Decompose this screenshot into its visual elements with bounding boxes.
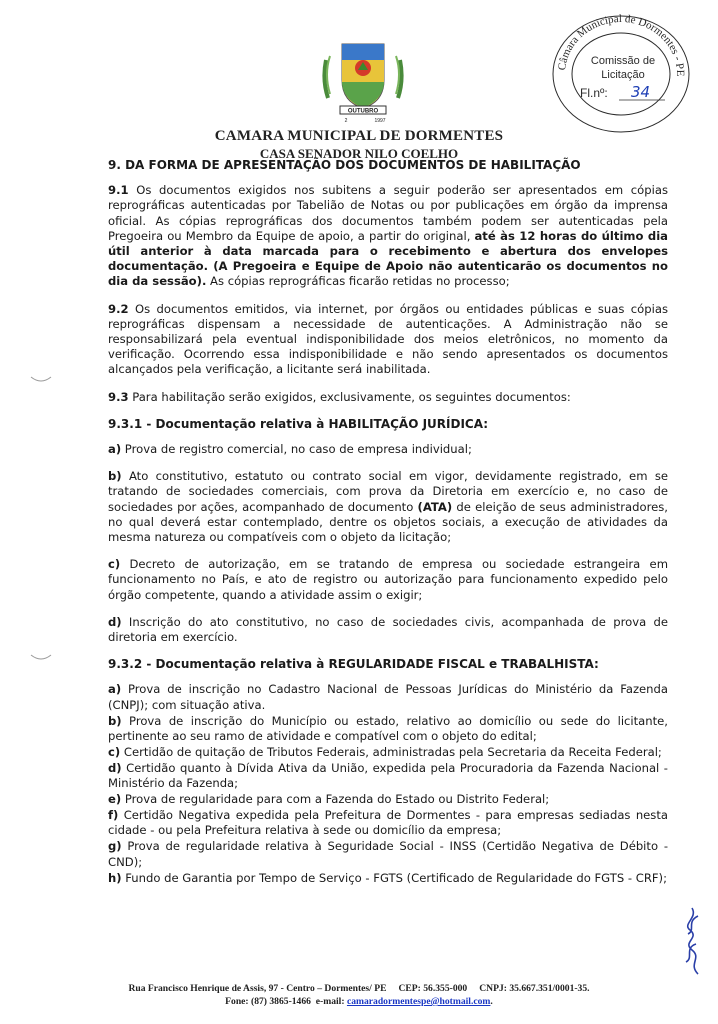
crest-banner-text: OUTUBRO xyxy=(347,108,379,115)
list-item xyxy=(108,682,668,712)
punch-hole-mark xyxy=(30,376,52,384)
crest-year-left: 2 xyxy=(344,118,348,124)
footer-email-label: e-mail: xyxy=(315,996,345,1007)
commission-stamp xyxy=(545,12,695,134)
item-text: Ato constitutivo, estatuto ou contrato social em vigor, devidamente registrado, em se tratando de sociedades comerciais, com prova da Diretoria em exercício e, no caso de sociedades por ações, acompanhado de documento xyxy=(108,469,668,514)
paragraph-9-3 xyxy=(108,390,668,405)
fiscal-list xyxy=(108,682,668,885)
footer-address: Rua Francisco Henrique de Assis, 97 - Centro – Dormentes/ PE xyxy=(128,983,387,994)
footer-phone: Fone: (87) 3865-1466 xyxy=(225,996,311,1007)
footer-address-line xyxy=(0,983,718,994)
item-text: Prova de registro comercial, no caso de empresa individual; xyxy=(121,442,472,457)
item-letter: c) xyxy=(108,744,121,759)
item-letter: a) xyxy=(108,682,122,697)
list-item xyxy=(108,557,668,603)
item-text: Decreto de autorização, em se tratando de empresa ou sociedade estrangeira em funcionamento no País, e ato de registro ou autorização para funcionamento expedido pelo órgão competente, quando a atividade assim o exigir; xyxy=(108,557,668,602)
item-text: Prova de inscrição no Cadastro Nacional de Pessoas Jurídicas do Ministério da Fazenda (CNPJ); com situação ativa. xyxy=(108,682,668,712)
paragraph-number: 9.2 xyxy=(108,301,129,316)
list-item xyxy=(108,839,668,869)
punch-hole-mark xyxy=(30,654,52,662)
item-letter: b) xyxy=(108,713,122,728)
stamp-line-1: Comissão de xyxy=(590,55,656,67)
item-text: Prova de inscrição do Município ou estado, relativo ao domicílio ou sede do licitante, pertinente ao seu ramo de atividade e compatível com o objeto do edital; xyxy=(108,713,668,743)
stamp-ring-text: Câmara Municipal de Dormentes - PE xyxy=(556,12,687,77)
footer-contact-line xyxy=(0,996,718,1007)
item-letter: a) xyxy=(108,442,122,457)
list-item xyxy=(108,745,668,760)
fiscal-title: 9.3.2 - Documentação relativa à REGULARIDADE FISCAL e TRABALHISTA: xyxy=(108,657,599,672)
handwritten-signature xyxy=(668,900,714,978)
paragraph-number: 9.3 xyxy=(108,389,129,404)
crest-year-right: 1997 xyxy=(374,118,386,124)
list-item xyxy=(108,792,668,807)
list-item xyxy=(108,714,668,744)
list-item xyxy=(108,615,668,645)
paragraph-text: Os documentos exigidos nos subitens a seguir poderão ser apresentados em cópias reprográficas autenticadas por Tabelião de Notas ou por publicações em órgão da imprensa oficial. As cópias reprográficas dos documentos também podem ser autenticadas pela Pregoeira ou Membro da Equipe de apoio, a partir do original, xyxy=(108,183,668,243)
footer-cep: CEP: 56.355-000 xyxy=(398,983,468,994)
item-letter: d) xyxy=(108,614,122,629)
item-letter: f) xyxy=(108,808,119,823)
municipal-crest-icon xyxy=(320,40,406,130)
item-text: Prova de regularidade relativa à Seguridade Social - INSS (Certidão Negativa de Débito - CND); xyxy=(108,839,668,869)
paragraph-emphasis: até às 12 horas do último dia útil anterior à data marcada para o recebimento e abertura dos envelopes documentação. (A Pregoeira e Equipe de Apoio não autenticarão os documentos no dia da sessão). xyxy=(108,228,668,289)
item-letter: g) xyxy=(108,839,122,854)
paragraph-number: 9.1 xyxy=(108,183,129,198)
footer-cnpj: CNPJ: 35.667.351/0001-35. xyxy=(479,983,590,994)
item-text: Certidão Negativa expedida pela Prefeitura de Dormentes - para empresas sediadas nesta cidade - ou pela Prefeitura relativa à sede ou domicílio da empresa; xyxy=(108,808,668,838)
stamp-line-2: Licitação xyxy=(601,69,645,81)
item-letter: e) xyxy=(108,792,122,807)
paragraph-text: Para habilitação serão exigidos, exclusivamente, os seguintes documentos: xyxy=(128,389,571,404)
item-text: Inscrição do ato constitutivo, no caso de sociedades civis, acompanhada de prova de diretoria em exercício. xyxy=(108,614,668,645)
item-letter: h) xyxy=(108,870,122,885)
list-item xyxy=(108,469,668,545)
item-letter: d) xyxy=(108,760,122,775)
item-text: Prova de regularidade para com a Fazenda do Estado ou Distrito Federal; xyxy=(121,792,550,807)
item-text: Certidão quanto à Dívida Ativa da União, expedida pela Procuradoria da Fazenda Nacional - Ministério da Fazenda; xyxy=(108,760,668,791)
list-item xyxy=(108,442,668,457)
item-letter: c) xyxy=(108,557,121,572)
list-item xyxy=(108,808,668,838)
document-body xyxy=(108,158,668,887)
item-letter: b) xyxy=(108,469,122,484)
paragraph-text: Os documentos emitidos, via internet, por órgãos ou entidades públicas e suas cópias reprográficas dispensam a necessidade de autenticações. A Administração não se responsabilizará pela eventual indisponibilidade dos meios eletrônicos, no momento da verificação. Ocorrendo essa indisponibilidade e não sendo apresentados os documentos alcançados pela verificação, a licitante será inabilitada. xyxy=(108,301,668,377)
list-item xyxy=(108,871,668,886)
building-name: CASA SENADOR NILO COELHO xyxy=(259,146,459,161)
paragraph-text: As cópias reprográficas ficarão retidas no processo; xyxy=(206,274,510,289)
stamp-folio-number: 34 xyxy=(631,83,651,101)
footer-email-end: . xyxy=(490,996,493,1007)
stamp-folio-label: Fl.nº: xyxy=(580,86,608,100)
paragraph-9-1 xyxy=(108,183,668,289)
section-title: 9. DA FORMA DE APRESENTAÇÃO DOS DOCUMENTOS DE HABILITAÇÃO xyxy=(108,158,581,172)
item-emphasis: (ATA) xyxy=(417,499,453,514)
paragraph-9-2 xyxy=(108,302,668,378)
institution-name: CAMARA MUNICIPAL DE DORMENTES xyxy=(214,128,504,144)
footer-email-link[interactable]: camaradormentespe@hotmail.com xyxy=(346,996,491,1007)
item-text: Fundo de Garantia por Tempo de Serviço - FGTS (Certificado de Regularidade do FGTS - CRF); xyxy=(121,870,667,885)
item-text: de eleição de seus administradores, no qual deverá estar contemplado, dentre os objetos sociais, a execução de atividades da mesma natureza ou compatíveis com o objeto da licitação; xyxy=(108,499,668,545)
juridica-title: 9.3.1 - Documentação relativa à HABILITAÇÃO JURÍDICA: xyxy=(108,416,489,431)
item-text: Certidão de quitação de Tributos Federais, administradas pela Secretaria da Receita Federal; xyxy=(120,744,662,759)
list-item xyxy=(108,761,668,791)
